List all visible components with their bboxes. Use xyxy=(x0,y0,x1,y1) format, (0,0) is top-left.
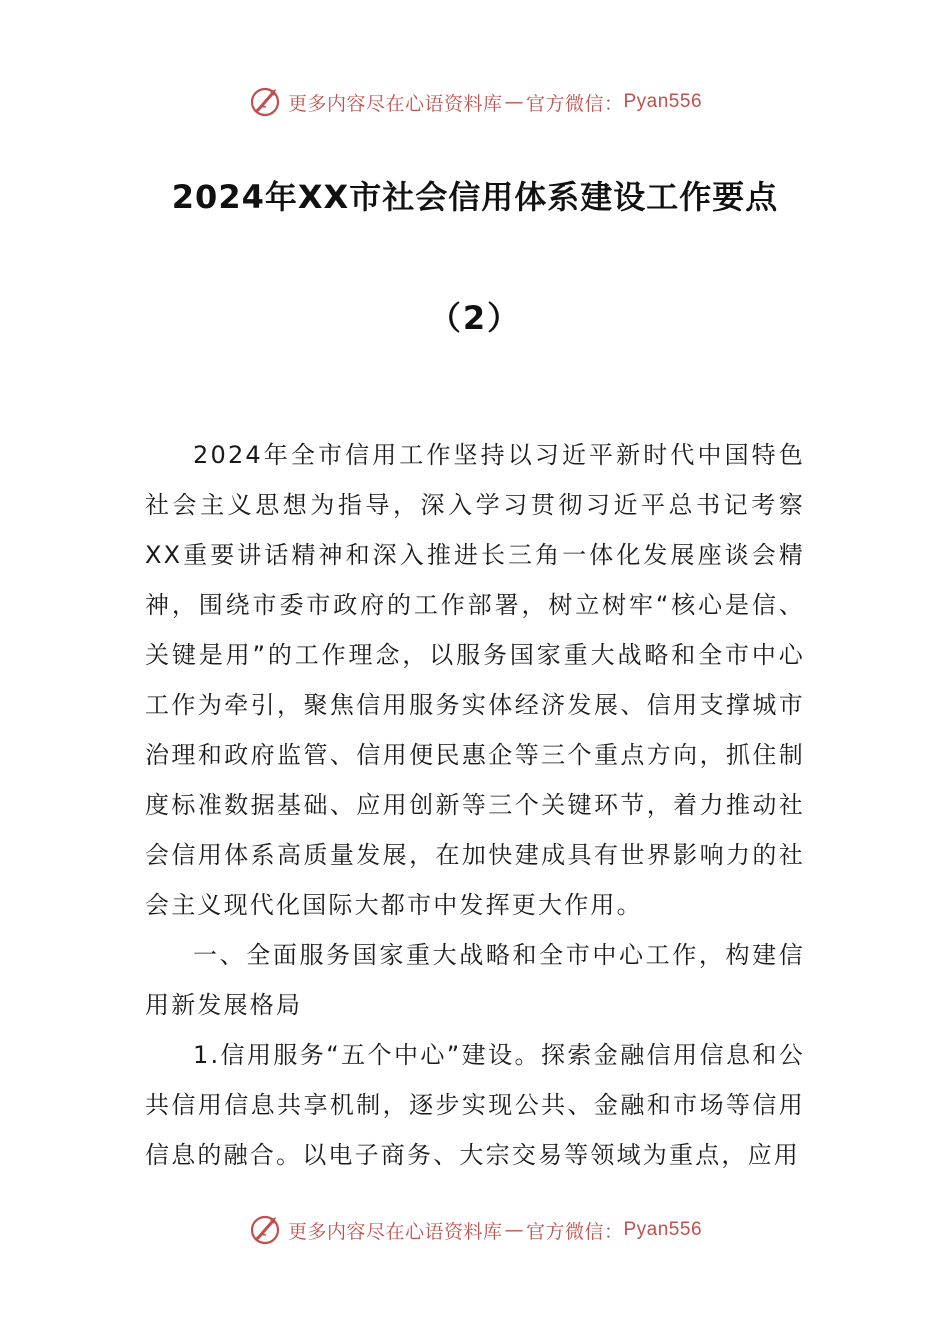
watermark-dash: — xyxy=(504,1219,524,1241)
watermark-text: 更多内容尽在心语资料库 xyxy=(287,92,503,115)
document-subtitle: （2） xyxy=(428,299,522,337)
paragraph-item-1: 1.信用服务“五个中心”建设。探索金融信用信息和公共信用信息共享机制，逐步实现公共、金融和市场等信用信息的融合。以电子商务、大宗交易等领域为重点，应用 xyxy=(145,1041,805,1169)
document-body xyxy=(145,430,805,1180)
footer-watermark xyxy=(0,1210,950,1250)
paragraph-intro: 2024年全市信用工作坚持以习近平新时代中国特色社会主义思想为指导，深入学习贯彻习近平总书记考察XX重要讲话精神和深入推进长三角一体化发展座谈会精神，围绕市委市政府的工作部署，树立树牢“核心是信、关键是用”的工作理念，以服务国家重大战略和全市中心工作为牵引，聚焦信用服务实体经济发展、信用支撑城市治理和政府监管、信用便民惠企等三个重点方向，抓住制度标准数据基础、应用创新等三个关键环节，着力推动社会信用体系高质量发展，在加快建成具有世界影响力的社会主义现代化国际大都市中发挥更大作用。 xyxy=(145,441,805,919)
watermark-wechat-id: Pyan556 xyxy=(623,91,703,112)
watermark-official-label: 官方微信： xyxy=(525,92,624,115)
section-heading-1: 一、全面服务国家重大战略和全市中心工作，构建信用新发展格局 xyxy=(145,941,805,1019)
document-title: 2024年XX市社会信用体系建设工作要点 xyxy=(171,178,779,216)
watermark-text: 更多内容尽在心语资料库 xyxy=(287,1220,503,1243)
watermark-official-label: 官方微信： xyxy=(525,1220,624,1243)
pen-circle-icon xyxy=(248,85,282,119)
watermark-dash: — xyxy=(504,91,524,113)
watermark-wechat-id: Pyan556 xyxy=(623,1219,703,1240)
pen-circle-icon xyxy=(248,1213,282,1247)
header-watermark xyxy=(0,82,950,122)
